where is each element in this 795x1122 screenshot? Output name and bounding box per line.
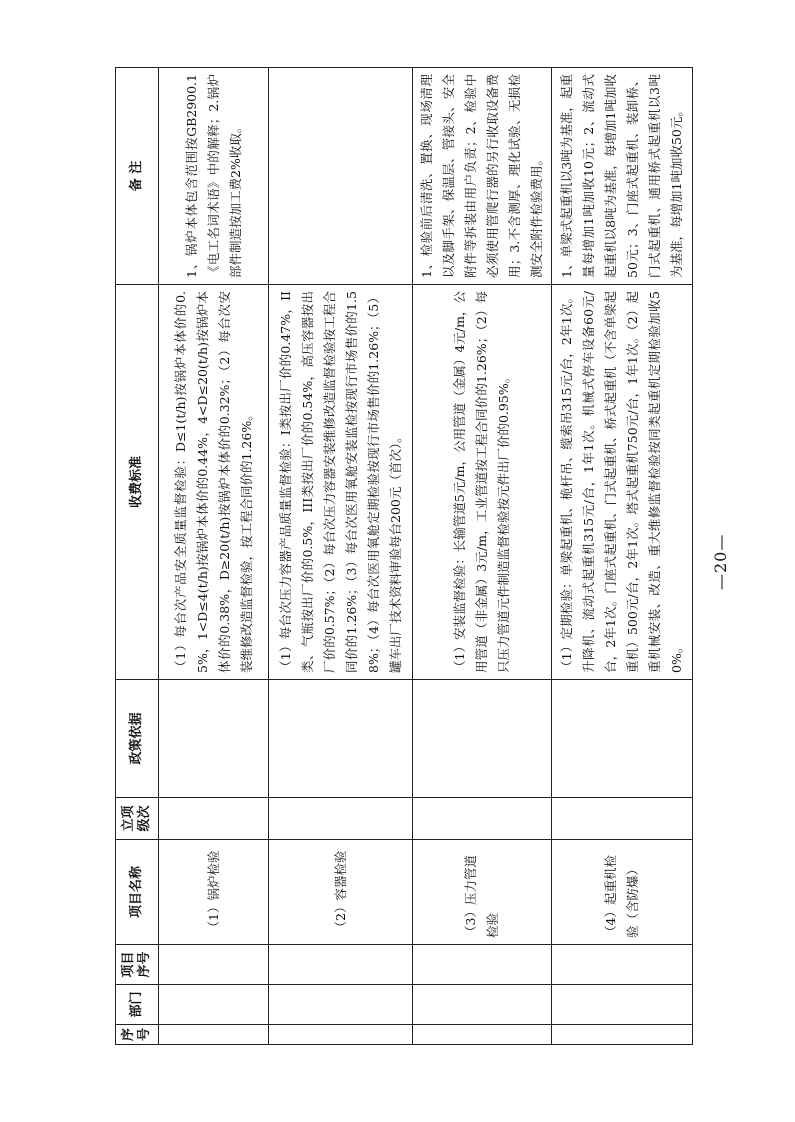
cell-dept	[269, 985, 413, 1025]
cell-fee: （1）安装监督检验：长输管道5元/m，公用管道（金属）4元/m，公用管道（非金属）3元/m，工业管道按工程合同价的1.26%；（2）每只压力管道元件制造监督检验按元件出厂价的0.95%。	[413, 285, 552, 680]
cell-policy	[159, 680, 269, 798]
cell-name: （4）起重机检验（含防爆）	[552, 840, 693, 945]
header-seq: 序号	[116, 1025, 159, 1045]
header-item-no: 项目序号	[116, 945, 159, 985]
table-row	[413, 68, 552, 1045]
cell-seq	[159, 1025, 269, 1045]
cell-dept	[552, 985, 693, 1025]
cell-note: 1、锅炉本体包含范围按GB2900.1《电工名词术语》中的解释；2.锅炉部件制造按加工费2%收取。	[159, 68, 269, 285]
table-row	[552, 68, 693, 1045]
header-dept: 部门	[116, 985, 159, 1025]
cell-name: （1）锅炉检验	[159, 840, 269, 945]
cell-item-no	[552, 945, 693, 985]
cell-dept	[413, 985, 552, 1025]
header-row	[116, 68, 159, 1045]
cell-note: 1、检验前后清洗、置换、现场清理以及脚手架、保温层、管接头、安全附件等拆装由用户负责；2、检验中必须使用管爬行器的另行收取设备费用；3.不含测厚、理化试验、无损检测安全附件检验费用。	[413, 68, 552, 285]
cell-seq	[413, 1025, 552, 1045]
cell-policy	[413, 680, 552, 798]
cell-item-no	[413, 945, 552, 985]
cell-level	[413, 798, 552, 840]
table-row	[159, 68, 269, 1045]
page-number: —20—	[711, 533, 730, 590]
cell-fee: （1）每台次产品安全质量监督检验：D≤1(t/h)按锅炉本体价的0.5%，1<D≤4(t/h)按锅炉本体价的0.44%，4<D≤20(t/h)按锅炉本体价的0.38%，D≥20(t/h)按锅炉本体价的0.32%；（2）每台次安装维修改造监督检验，按工程合同价的1.26%。	[159, 285, 269, 680]
header-name: 项目名称	[116, 840, 159, 945]
cell-policy	[269, 680, 413, 798]
header-level: 立项级次	[116, 798, 159, 840]
fee-table	[115, 67, 693, 1045]
cell-fee: （1）定期检验：单梁起重机、桅杆吊、缆索吊315元/台，2年1次。升降机、流动式起重机315元/台，1年1次。机械式停车设备60元/台，2年1次。门座式起重机、门式起重机、桥式起重机（不含单梁起重机）500元/台，2年1次。塔式起重机750元/台，1年1次。（2）起重机械安装、改造、重大维修监督检验按同类起重机定期检验加收50%。	[552, 285, 693, 680]
cell-name: （3）压力管道检验	[413, 840, 552, 945]
cell-note	[269, 68, 413, 285]
cell-seq	[269, 1025, 413, 1045]
cell-seq	[552, 1025, 693, 1045]
cell-level	[269, 798, 413, 840]
cell-name: （2）容器检验	[269, 840, 413, 945]
cell-fee: （1）每台次压力容器产品质量监督检验：I类按出厂价的0.47%，II类、气瓶按出厂价的0.5%，III类按出厂价的0.54%，高压容器按出厂价的0.57%；（2）每台次压力容器安装维修改造监督检验按工程合同价的1.26%；（3）每台次医用氧舱安装监检按现行市场售价的1.58%；（4）每台次医用氧舱定期检验按现行市场售价的1.26%；（5）罐车出厂技术资料审验每台200元（首次）。	[269, 285, 413, 680]
cell-note: 1、单梁式起重机以3吨为基准，起重量每增加1吨加收10元；2、流动式起重机以8吨为基准，每增加1吨加收50元；3、门座式起重机、装卸桥、门式起重机、通用桥式起重机以3吨为基准，每增加1吨加收50元。	[552, 68, 693, 285]
rotated-table-page	[115, 68, 730, 1045]
header-policy: 政策依据	[116, 680, 159, 798]
cell-dept	[159, 985, 269, 1025]
table-row	[269, 68, 413, 1045]
cell-item-no	[159, 945, 269, 985]
cell-level	[159, 798, 269, 840]
cell-level	[552, 798, 693, 840]
cell-item-no	[269, 945, 413, 985]
header-fee: 收费标准	[116, 285, 159, 680]
header-note: 备 注	[116, 68, 159, 285]
cell-policy	[552, 680, 693, 798]
